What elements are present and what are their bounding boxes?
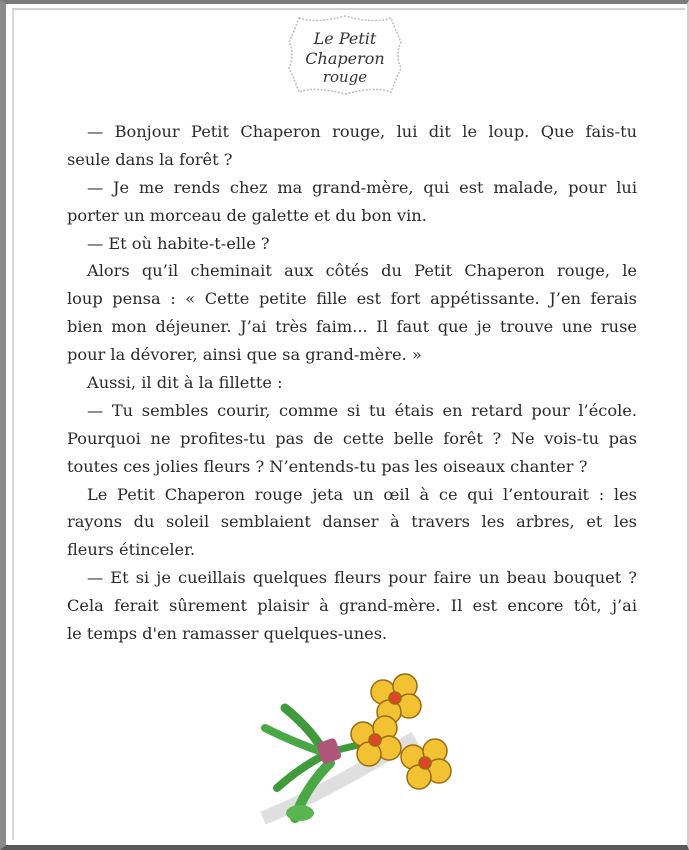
text-line: Le Petit Chaperon rouge jeta un œil à ce qui l’entourait : les <box>87 484 637 504</box>
text-line: le temps d'en ramasser quelques-unes. <box>67 624 388 644</box>
text-line: — Et si je cueillais quelques fleurs pour faire un beau bouquet ? <box>87 568 637 588</box>
text-line: — Je me rends chez ma grand-mère, qui est malade, pour lui <box>87 177 637 197</box>
text-line: porter un morceau de galette et du bon vin. <box>67 205 427 225</box>
text-line: rayons du soleil semblaient danser à travers les arbres, et les <box>67 512 637 532</box>
svg-text:Le Petit: Le Petit <box>313 29 377 48</box>
text-line: pour la dévorer, ainsi que sa grand-mère. » <box>67 345 422 365</box>
text-line: — Et où habite-t-elle ? <box>87 233 270 253</box>
text-line: Cela ferait sûrement plaisir à grand-mère. Il est encore tôt, j’ai <box>67 596 637 616</box>
svg-text:Chaperon: Chaperon <box>305 49 385 68</box>
flower-bouquet-illustration <box>255 668 465 833</box>
text-line: fleurs étinceler. <box>67 540 196 560</box>
text-line: — Bonjour Petit Chaperon rouge, lui dit le loup. Que fais-tu <box>87 122 637 141</box>
story-text <box>67 118 637 648</box>
text-line: loup pensa : « Cette petite fille est fort appétissante. J’en ferais <box>67 289 637 309</box>
paragraph <box>67 174 637 230</box>
paragraph <box>67 118 637 174</box>
text-line: toutes ces jolies fleurs ? N’entends-tu pas les oiseaux chanter ? <box>67 456 588 476</box>
text-line: Alors qu’il cheminait aux côtés du Petit Chaperon rouge, le <box>87 261 637 281</box>
text-line: — Tu sembles courir, comme si tu étais en retard pour l’école. <box>87 400 637 420</box>
text-line: Aussi, il dit à la fillette : <box>87 373 283 393</box>
paragraph <box>67 564 637 648</box>
text-line: Pourquoi ne profites-tu pas de cette belle forêt ? Ne vois-tu pas <box>67 428 637 448</box>
text-line: bien mon déjeuner. J’ai très faim... Il faut que je trouve une ruse <box>67 317 637 337</box>
paragraph <box>67 397 637 481</box>
paragraph <box>67 481 637 565</box>
paragraph <box>67 369 637 397</box>
paragraph <box>67 257 637 369</box>
paragraph <box>67 230 637 258</box>
svg-text:rouge: rouge <box>322 68 368 86</box>
title-logo <box>285 12 405 98</box>
text-line: seule dans la forêt ? <box>67 149 233 169</box>
